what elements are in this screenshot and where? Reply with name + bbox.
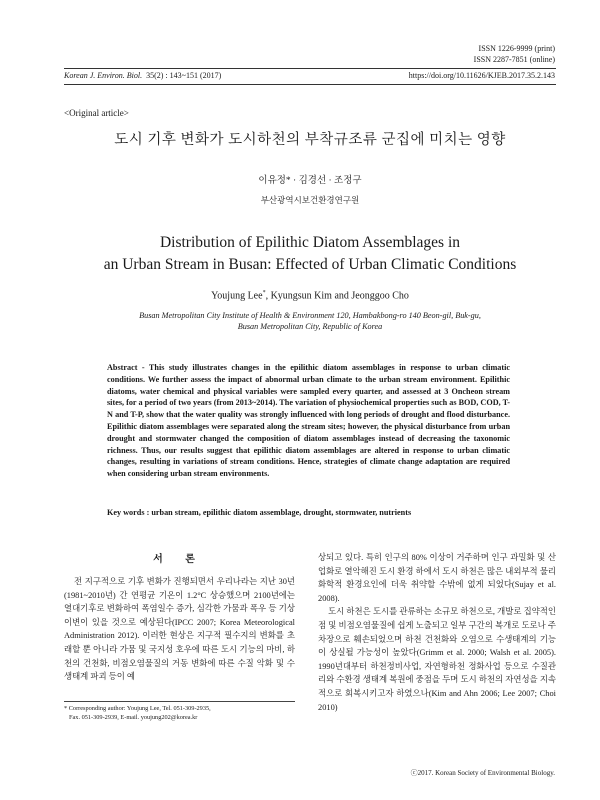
english-affiliation-line2: Busan Metropolitan City, Republic of Korea (237, 322, 383, 331)
korean-affiliation: 부산광역시보건환경연구원 (260, 195, 360, 205)
copyright: ⓒ2017. Korean Society of Environmental Biology. (410, 769, 555, 777)
korean-authors: 이유정* · 김경선 · 조정구 (258, 176, 362, 186)
volume-pages: 35(2) : 143~151 (2017) (146, 71, 222, 80)
issn-print: ISSN 1226-9999 (print) (478, 44, 555, 53)
section-heading: 서 론 (153, 554, 205, 565)
author-lead: Youjung Lee (211, 290, 263, 302)
doi-link[interactable]: https://doi.org/10.11626/KJEB.2017.35.2.143 (408, 71, 555, 80)
korean-title: 도시 기후 변화가 도시하천의 부착규조류 군집에 미치는 영향 (114, 132, 506, 148)
keywords: Key words : urban stream, epilithic diatom assemblage, drought, stormwater, nutrients (107, 508, 412, 517)
header-rule-top (64, 68, 556, 69)
abstract-text: Abstract - This study illustrates changes in the epilithic diatom assemblages in response to urban climatic conditions. We further assess the impact of abnormal urban climate to the urban stream environment. Epilithic diatoms, water chemical and physical variables were sampled every quarter, and assessed at 3 Oncheon stream sites, for a period of two years (from 2013~2014). The variation of physiochemical properties such as BOD, COD, T-N and T-P, show that the water quality was strongly influenced with long periods of drought and flood disturbance. Epilithic diatom assemblages were separated along the stream sites; however, the physical disturbance from urban drought and stormwater changed the composition of diatom assemblages instead of decreasing the taxonomic richness. Thus, our results suggest that epilithic diatom assemblages are altered in response to urban climatic changes, resulting in variations of stream conditions. Hence, strategies of climate change adaptation are required when considering urban stream environments. (107, 363, 511, 479)
author-rest: , Kyungsun Kim and Jeonggoo Cho (265, 290, 409, 302)
english-title-line2: an Urban Stream in Busan: Effected of Urban Climatic Conditions (103, 256, 517, 273)
header-rule-bottom (64, 84, 556, 85)
footnote-rule (64, 701, 295, 702)
corresponding-mark: * (262, 290, 266, 296)
footnote (64, 704, 295, 722)
intro-paragraph-1: 전 지구적으로 기후 변화가 진행되면서 우리나라는 지난 30년(1981~2010년) 간 연평균 기온이 1.2°C 상승했으며 2100년에는 열대기후로 변화하여 폭염일수 증가, 심각한 가뭄과 폭우 등 기상이변이 있을 것으로 예상된다(IPCC 2007; Korea Meteorological Administration 2012). 이러한 현상은 지구적 필수지의 변화를 초래할 뿐 아니라 가뭄 및 국지성 호우에 따른 도시 기능의 마비, 하천의 건천화, 비점오염물질의 거동 변화에 따른 수질 악화 및 수생태계 파괴 등이 예 (64, 577, 295, 682)
article-type: <Original article> (64, 108, 129, 118)
footnote-line2: Fax. 051-309-2939, E-mail. youjung202@korea.kr (69, 714, 198, 721)
left-column (64, 575, 295, 684)
intro-paragraph-2: 도시 하천은 도시를 관류하는 소규모 하천으로, 개발로 집약적인 점 및 비점오염물질에 쉽게 노출되고 일부 구간의 복개로 도로나 주차장으로 훼손되었으며 하천 건천화와 오염으로 수생태계의 기능이 상실될 가능성이 높았다(Grimm et al. 2000; Walsh et al. 2005). 1990년대부터 하천정비사업, 자연형하천 정화사업 등으로 수질관리와 수환경 생태계 복원에 중점을 두며 도시 하천의 자연성을 지속적으로 회복시키고자 하였으나(Kim and Ahn 2006; Lee 2007; Choi 2010) (318, 607, 556, 712)
issn-online: ISSN 2287-7851 (online) (473, 55, 555, 64)
footnote-line1: * Corresponding author: Youjung Lee, Tel. 051-309-2935, (64, 705, 211, 712)
right-column (318, 551, 556, 714)
english-affiliation (90, 310, 530, 332)
english-authors (64, 290, 556, 301)
intro-paragraph-1-continued: 상되고 있다. 특히 인구의 80% 이상이 거주하며 인구 과밀화 및 산업화로 열악해진 도시 환경 하에서 도시 하천은 많은 내외부적 물리화학적 환경요인에 더욱 취약할 수밖에 없게 되었다(Sujay et al. 2008). (318, 553, 556, 603)
journal-citation (64, 71, 221, 80)
english-affiliation-line1: Busan Metropolitan City Institute of Health & Environment 120, Hambakbong-ro 140 Beon-gil, Buk-gu, (139, 311, 481, 320)
english-title (64, 232, 556, 276)
english-title-line1: Distribution of Epilithic Diatom Assemblages in (159, 234, 461, 251)
issn-block (474, 43, 555, 65)
journal-abbrev: Korean J. Environ. Biol. (64, 71, 143, 80)
